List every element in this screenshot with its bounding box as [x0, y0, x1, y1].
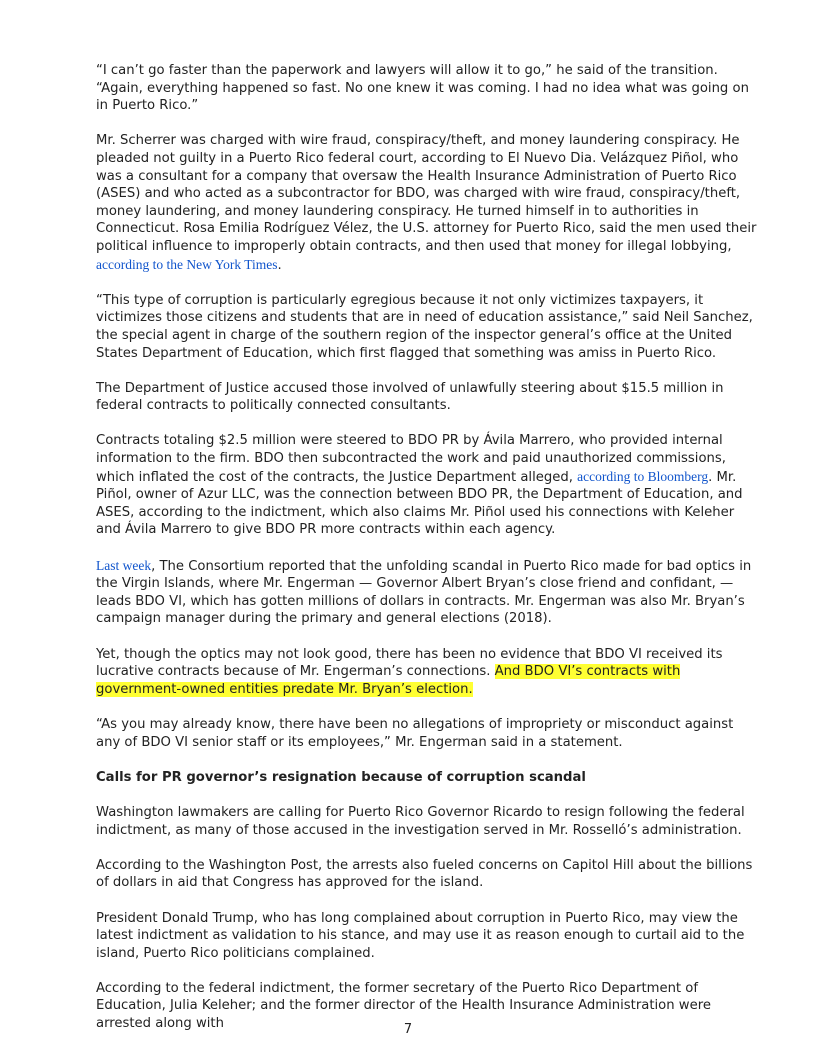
paragraph-lawmakers: Washington lawmakers are calling for Puerto Rico Governor Ricardo to resign following the federal indictment, as many of those accused in the investigation served in Mr. Rosselló’s administration. [96, 804, 745, 838]
paragraph-charges [96, 132, 758, 274]
paragraph-doj: The Department of Justice accused those involved of unlawfully steering about $15.5 million in federal contracts to politically connected consultants. [96, 380, 724, 414]
paragraph-engerman-statement: “As you may already know, there have been no allegations of impropriety or misconduct against any of BDO VI senior staff or its employees,” Mr. Engerman said in a statement. [96, 716, 734, 750]
paragraph-last-week [96, 557, 758, 628]
bloomberg-link[interactable]: according to Bloomberg [577, 468, 709, 484]
nyt-link[interactable]: according to the New York Times [96, 256, 278, 272]
paragraph-transition-quote: “I can’t go faster than the paperwork and lawyers will allow it to go,” he said of the transition. “Again, everything happened so fast. No one knew it was coming. I had no idea what was going on in Puerto Rico.” [96, 63, 749, 114]
highlighted-text: And BDO VI’s contracts with government-owned entities predate Mr. Bryan’s election. [96, 664, 681, 697]
document-body [96, 62, 758, 1050]
paragraph-last-week-text: , The Consortium reported that the unfolding scandal in Puerto Rico made for bad optics in the Virgin Islands, where Mr. Engerman — Governor Albert Bryan’s close friend and confidant, — leads BDO VI, which has gotten millions of dollars in contracts. Mr. Engerman was also Mr. Bryan’s campaign manager during the primary and general elections (2018). [96, 558, 752, 627]
paragraph-charges-end: . [277, 257, 282, 273]
paragraph-contracts-end: . Mr. Piñol, owner of Azur LLC, was the connection between BDO PR, the Department of Education, and ASES, according to the indictment, which also claims Mr. Piñol used his connections with Keleher and Ávila Marrero to give BDO PR more contracts within each agency. [96, 469, 743, 538]
paragraph-indictment: According to the federal indictment, the former secretary of the Puerto Rico Department of Education, Julia Keleher; and the former director of the Health Insurance Administration were arrested along with [96, 980, 711, 1032]
paragraph-charges-text: Mr. Scherrer was charged with wire fraud, conspiracy/theft, and money laundering conspiracy. He pleaded not guilty in a Puerto Rico federal court, according to El Nuevo Dia. Velázquez Piñol, who was a consultant for a company that oversaw the Health Insurance Administration of Puerto Rico (ASES) and who acted as a subcontractor for BDO, was charged with wire fraud, conspiracy/theft, money laundering, and money laundering conspiracy. He turned himself in to authorities in Connecticut. Rosa Emilia Rodríguez Vélez, the U.S. attorney for Puerto Rico, said the men used their political influence to improperly obtain contracts, and then used that money for illegal lobbying, [96, 133, 757, 254]
paragraph-sanchez-quote: “This type of corruption is particularly egregious because it not only victimizes taxpayers, it victimizes those citizens and students that are in need of education assistance,” said Neil Sanchez, the special agent in charge of the southern region of the inspector general’s office at the United States Department of Education, which first flagged that something was amiss in Puerto Rico. [96, 292, 753, 361]
paragraph-washington-post: According to the Washington Post, the arrests also fueled concerns on Capitol Hill about the billions of dollars in aid that Congress has approved for the island. [96, 857, 753, 891]
paragraph-contracts [96, 432, 758, 539]
section-heading: Calls for PR governor’s resignation because of corruption scandal [96, 769, 586, 785]
paragraph-trump: President Donald Trump, who has long complained about corruption in Puerto Rico, may view the latest indictment as validation to his stance, and may use it as reason enough to curtail aid to the island, Puerto Rico politicians complained. [96, 910, 745, 961]
page-number: 7 [403, 1022, 413, 1037]
last-week-link[interactable]: Last week [96, 557, 152, 573]
paragraph-optics-text: Yet, though the optics may not look good, there has been no evidence that BDO VI received its lucrative contracts because of Mr. Engerman’s connections. [96, 646, 723, 680]
paragraph-contracts-text: Contracts totaling $2.5 million were steered to BDO PR by Ávila Marrero, who provided internal information to the firm. BDO then subcontracted the work and paid unauthorized commissions, which inflated the cost of the contracts, the Justice Department alleged, [96, 433, 726, 485]
paragraph-optics [96, 646, 758, 699]
